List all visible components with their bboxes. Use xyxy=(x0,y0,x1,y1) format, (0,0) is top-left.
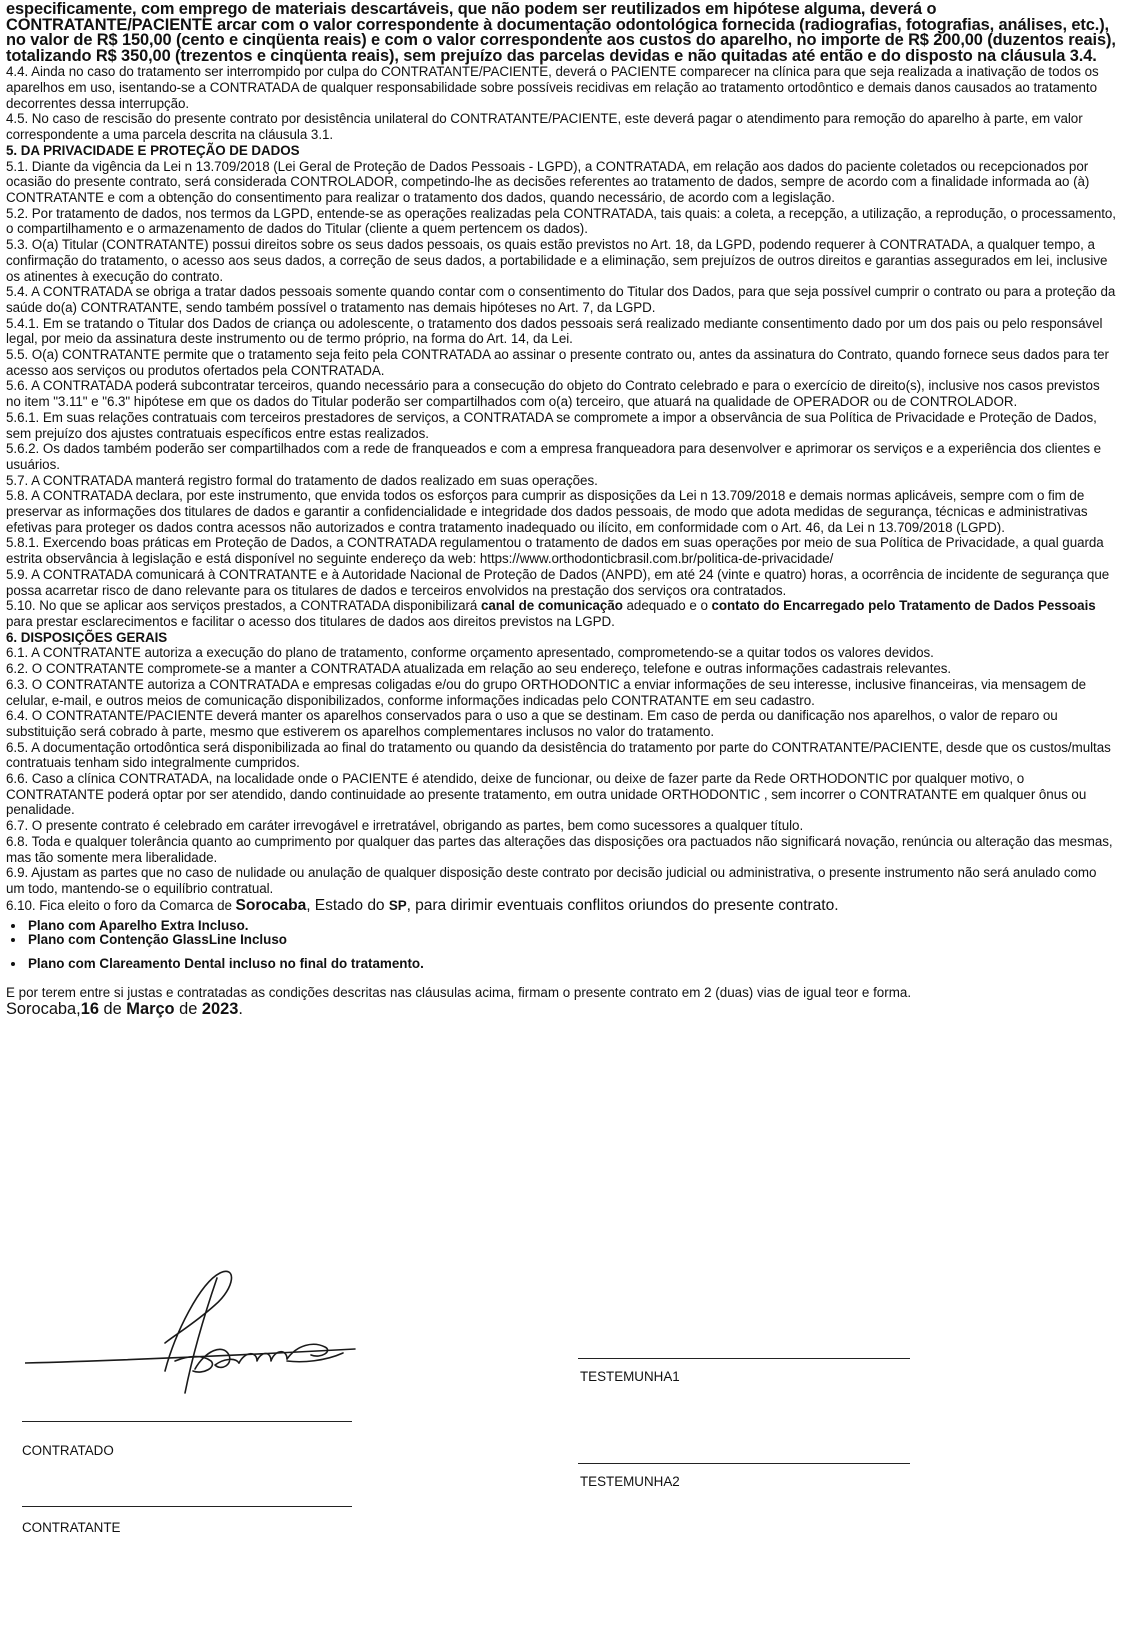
contratado-signature-line xyxy=(22,1421,352,1422)
clause-5-4: 5.4. A CONTRATADA se obriga a tratar dados pessoais somente quando contar com o consentimento do Titular dos Dados, para que seja possível cumprir o contrato ou para a proteção da saúde do(a) CONTRATANTE, sendo também possível o tratamento nas demais hipóteses no Art. 7, da LGPD. xyxy=(6,284,1116,315)
plans-list xyxy=(6,919,1116,947)
clause-6-1: 6.1. A CONTRATANTE autoriza a execução do plano de tratamento, conforme orçamento apresentado, comprometendo-se a quitar todos os valores devidos. xyxy=(6,645,934,661)
clause-6-10 xyxy=(6,897,1116,915)
clause-5-10-bold-contact: contato do Encarregado pelo Tratamento de Dados Pessoais xyxy=(711,598,1096,614)
testemunha1-label: TESTEMUNHA1 xyxy=(580,1369,680,1384)
clause-5-9: 5.9. A CONTRATADA comunicará à CONTRATANTE e à Autoridade Nacional de Proteção de Dados (ANPD), em até 24 (vinte e quatro) horas, a ocorrência de incidente de segurança que possa acarretar risco de dano relevante para os titulares de dados e terceiros envolvidos na prestação dos serviços ora contratados. xyxy=(6,566,1110,598)
handwritten-signature xyxy=(25,1243,385,1403)
clause-5-8-1: 5.8.1. Exercendo boas práticas em Proteção de Dados, a CONTRATADA regulamentou o tratamento de dados em suas operações por meio de sua Política de Privacidade, a qual guarda estrita observância à legislação e está disponível no seguinte endereço da web: https://www.orthodonticbrasil.com.br/politica-de-privacidade/ xyxy=(6,535,1104,567)
date-de-2: de xyxy=(174,999,202,1018)
clause-5-3: 5.3. O(a) Titular (CONTRATANTE) possui direitos sobre os seus dados pessoais, os quais estão previstos no Art. 18, da LGPD, podendo requerer à CONTRATADA, a qualquer tempo, a confirmação do tratamento, o acesso aos seus dados, a correção de seus dados, a portabilidade e a eliminação, sem prejuízos de outros direitos e garantias assegurados em lei, inclusive os atinentes à execução do contrato. xyxy=(6,237,1108,284)
testemunha1-signature-line xyxy=(578,1358,910,1359)
clause-6-10-text-a: 6.10. Fica eleito o foro da Comarca de xyxy=(6,897,236,913)
plan-item: • Plano com Clareamento Dental incluso no final do tratamento. xyxy=(26,957,1116,971)
clause-5-4-1: 5.4.1. Em se tratando o Titular dos Dados de criança ou adolescente, o tratamento dos dados pessoais será realizado mediante consentimento dado por um dos pais ou pelo responsável legal, por meio da assinatura deste instrumento ou de termo próprio, na forma do Art. 14, da Lei. xyxy=(6,315,1103,347)
clause-5-10-text-a: 5.10. No que se aplicar aos serviços prestados, a CONTRATADA disponibilizará xyxy=(6,598,481,614)
clause-5-6: 5.6. A CONTRATADA poderá subcontratar terceiros, quando necessário para a consecução do objeto do Contrato celebrado e para o exercício de direito(s), inclusive nos casos previstos no item "3.11" e "6.3" hipótese em que os dados do Titular poderão ser compartilhados com o(a) terceiro, que atuará na qualidade de OPERADOR ou de CONTROLADOR. xyxy=(6,378,1100,410)
clause-5-10 xyxy=(6,598,1116,629)
clause-6-10-city: Sorocaba xyxy=(235,896,307,914)
testemunha2-label: TESTEMUNHA2 xyxy=(580,1474,680,1489)
clause-6-8: 6.8. Toda e qualquer tolerância quanto ao cumprimento por qualquer das partes das alterações das disposições ora pactuados não significará novação, renúncia ou alteração das mesmas, mas tão somente mera liberalidade. xyxy=(6,833,1113,865)
contratado-label: CONTRATADO xyxy=(22,1443,114,1458)
date-city: Sorocaba, xyxy=(6,999,81,1018)
clause-5-5: 5.5. O(a) CONTRATANTE permite que o tratamento seja feito pela CONTRATADA ao assinar o presente contrato ou, antes da assinatura do Contrato, quando fornece seus dados para ter acesso aos serviços ou produtos ofertados pela CONTRATADA. xyxy=(6,347,1109,378)
contratante-label: CONTRATANTE xyxy=(22,1520,121,1535)
clause-6-3: 6.3. O CONTRATANTE autoriza a CONTRATADA e empresas coligadas e/ou do grupo ORTHODONTIC a enviar informações de seu interesse, inclusive financeiras, via mensagem de celular, e-mail, e outros meios de comunicação disponibilizados, conforme informações indicadas pelo CONTRATANTE em seu cadastro. xyxy=(6,676,1087,708)
clause-5-10-text-e: para prestar esclarecimentos e facilitar o acesso dos titulares de dados aos direitos previstos na LGPD. xyxy=(6,613,615,629)
clause-6-2: 6.2. O CONTRATANTE compromete-se a manter a CONTRATADA atualizada em relação ao seu endereço, telefone e outras informações cadastrais relevantes. xyxy=(6,661,952,677)
intro-paragraph: especificamente, com emprego de materiais descartáveis, que não podem ser reutilizados em hipótese alguma, deverá o CONTRATANTE/PACIENTE arcar com o valor correspondente à documentação odontológica fornecida (radiografias, fotografias, análises, etc.), no valor de R$ 150,00 (cento e cinqüenta reais) e com o valor correspondente aos custos do aparelho, no importe de R$ 200,00 (duzentos reais), totalizando R$ 350,00 (trezentos e cinqüenta reais), sem prejuízo das parcelas devidas e não quitadas até então e do disposto na cláusula 3.4. xyxy=(6,0,1116,65)
clause-5-10-bold-channel: canal de comunicação xyxy=(480,598,623,614)
clauses-section xyxy=(6,64,1116,914)
plan-item: • Plano com Contenção GlassLine Incluso xyxy=(26,933,1116,947)
clause-6-10-text-e: , para dirimir eventuais conflitos oriundos do presente contrato. xyxy=(406,896,839,914)
clause-4-5: 4.5. No caso de rescisão do presente contrato por desistência unilateral do CONTRATANTE/PACIENTE, este deverá pagar o atendimento para remoção do aparelho à parte, em valor correspondente a uma parcela descrita na cláusula 3.1. xyxy=(6,111,1083,143)
plans-list-second xyxy=(6,957,1116,971)
section-6-heading: 6. DISPOSIÇÕES GERAIS xyxy=(6,629,168,645)
clause-5-6-1: 5.6.1. Em suas relações contratuais com terceiros prestadores de serviços, a CONTRATADA se compromete a impor a observância de sua Política de Privacidade e Proteção de Dados, sem prejuízo dos ajustes contratuais específicos entre estas realizados. xyxy=(6,409,1097,441)
date-de-1: de xyxy=(98,999,127,1018)
clause-5-6-2: 5.6.2. Os dados também poderão ser compartilhados com a rede de franqueados e com a empresa franqueadora para desenvolver e aprimorar os serviços e a experiência dos clientes e usuários. xyxy=(6,441,1102,472)
date-year: 2023 xyxy=(201,999,239,1018)
clause-6-7: 6.7. O presente contrato é celebrado em caráter irrevogável e irretratável, obrigando as partes, bem como sucessores a qualquer título. xyxy=(6,818,804,834)
clause-6-4: 6.4. O CONTRATANTE/PACIENTE deverá manter os aparelhos conservados para o uso a que se destinam. Em caso de perda ou danificação nos aparelhos, o valor de reparo ou substituição será cobrado à parte, mesmo que estiverem os aparelhos complementares inclusos no valor do tratamento. xyxy=(6,708,1058,739)
clause-6-6: 6.6. Caso a clínica CONTRATADA, na localidade onde o PACIENTE é atendido, deixe de funcionar, ou deixe de fazer parte da Rede ORTHODONTIC por qualquer motivo, o CONTRATANTE poderá optar por ser atendido, dando continuidade ao presente tratamento, em outra unidade ORTHODONTIC , sem incorrer o CONTRATANTE em qualquer ônus ou penalidade. xyxy=(6,771,1087,818)
clause-5-8: 5.8. A CONTRATADA declara, por este instrumento, que envida todos os esforços para cumprir as disposições da Lei n 13.709/2018 e demais normas aplicáveis, sempre com o fim de preservar as informações dos titulares de dados e garantir a confidencialidade e integridade dos dados pessoais, de modo que adota medidas de segurança, técnicas e administrativas efetivas para proteger os dados contra acessos não autorizados e contra tratamento inadequado ou ilícito, em conformidade com o Art. 46, da Lei n 13.709/2018 (LGPD). xyxy=(6,488,1088,535)
date-line xyxy=(6,1000,1116,1018)
contratante-signature-line xyxy=(22,1506,352,1507)
plan-item: • Plano com Aparelho Extra Incluso. xyxy=(26,919,1116,933)
clause-4-4: 4.4. Ainda no caso do tratamento ser interrompido por culpa do CONTRATANTE/PACIENTE, deverá o PACIENTE comparecer na clínica para que seja realizada a inativação de todos os aparelhos em uso, isentando-se a CONTRATADA de qualquer responsabilidade sobre possíveis recidivas em relação ao tratamento ortodôntico e demais danos causados ao tratamento decorrentes dessa interrupção. xyxy=(6,64,1099,111)
closing-paragraph: E por terem entre si justas e contratadas as condições descritas nas cláusulas acima, firmam o presente contrato em 2 (duas) vias de igual teor e forma. xyxy=(6,984,912,1000)
clause-5-1: 5.1. Diante da vigência da Lei n 13.709/2018 (Lei Geral de Proteção de Dados Pessoais - LGPD), a CONTRATADA, em relação aos dados do paciente coletados ou recepcionados por ocasião do presente contrato, será considerada CONTROLADOR, competindo-lhe as decisões referentes ao tratamento de dados, sempre de acordo com a finalidade informada ao (à) CONTRATANTE e com a obtenção do consentimento para realizar o tratamento dos dados, quando necessário, de acordo com a legislação. xyxy=(6,158,1090,205)
date-month: Março xyxy=(126,999,175,1018)
testemunha2-signature-line xyxy=(578,1463,910,1464)
clause-6-10-state: SP xyxy=(388,897,407,913)
clause-5-2: 5.2. Por tratamento de dados, nos termos da LGPD, entende-se as operações realizadas pela CONTRATADA, tais quais: a coleta, a recepção, a utilização, a reprodução, o processamento, o compartilhamento e o armazenamento de dados do Titular (cliente a quem pertencem os dados). xyxy=(6,205,1116,237)
contract-page xyxy=(6,2,1116,1018)
date-day: 16 xyxy=(80,999,99,1018)
date-end: . xyxy=(238,999,243,1018)
section-5-heading: 5. DA PRIVACIDADE E PROTEÇÃO DE DADOS xyxy=(6,142,300,158)
clause-6-9: 6.9. Ajustam as partes que no caso de nulidade ou anulação de qualquer disposição deste contrato por decisão judicial ou administrativa, o presente instrumento não será anulado como um todo, mantendo-se o equilíbrio contratual. xyxy=(6,865,1097,896)
clause-5-7: 5.7. A CONTRATADA manterá registro formal do tratamento de dados realizado em suas operações. xyxy=(6,472,598,488)
clause-6-5: 6.5. A documentação ortodôntica será disponibilizada ao final do tratamento ou quando da desistência do tratamento por parte do CONTRATANTE/PACIENTE, desde que os custos/multas contratuais tenham sido integralmente cumpridos. xyxy=(6,739,1111,771)
clause-6-10-text-c: , Estado do xyxy=(306,896,389,914)
clause-5-10-text-c: adequado e o xyxy=(622,598,712,614)
